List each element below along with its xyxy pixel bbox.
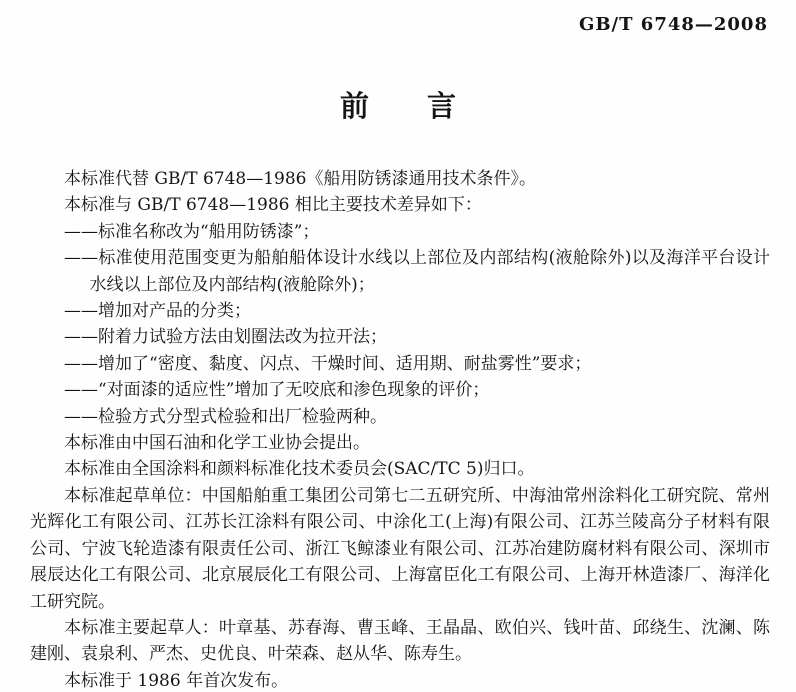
paragraph-proposed-by: 本标准由中国石油和化学工业协会提出。 xyxy=(64,433,370,454)
paragraph-under-jurisdiction: 本标准由全国涂料和颜料标准化技术委员会(SAC/TC 5)归口。 xyxy=(64,459,535,480)
change-item-name: ——标准名称改为“船用防锈漆”； xyxy=(64,221,320,242)
paragraph-main-drafters: 本标准主要起草人：叶章基、苏春海、曹玉峰、王晶晶、欧伯兴、钱叶苗、邱绕生、沈澜、陈建刚、袁泉利、严杰、史优良、叶荣森、赵从华、陈寿生。 xyxy=(30,617,770,665)
change-item-classification: ——增加对产品的分类； xyxy=(64,301,251,322)
change-item-adhesion-test: ——附着力试验方法由划圈法改为拉开法； xyxy=(64,327,387,348)
title-char-yan: 言 xyxy=(427,89,457,123)
paragraph-first-published: 本标准于 1986 年首次发布。 xyxy=(64,670,289,691)
foreword-body xyxy=(30,166,770,692)
change-item-inspection-types: ——检验方式分型式检验和出厂检验两种。 xyxy=(64,406,387,427)
page-title xyxy=(0,88,796,124)
change-item-topcoat-compatibility: ——“对面漆的适应性”增加了无咬底和渗色现象的评价； xyxy=(64,380,490,401)
paragraph-replaces-standard: 本标准代替 GB/T 6748—1986《船用防锈漆通用技术条件》。 xyxy=(64,169,536,189)
paragraph-differences-intro: 本标准与 GB/T 6748—1986 相比主要技术差异如下： xyxy=(64,195,482,216)
title-char-qian: 前 xyxy=(339,89,369,123)
doc-number: GB/T 6748—2008 xyxy=(578,14,768,35)
change-item-requirements: ——增加了“密度、黏度、闪点、干燥时间、适用期、耐盐雾性”要求； xyxy=(64,353,592,374)
paragraph-drafting-organizations: 本标准起草单位：中国船舶重工集团公司第七二五研究所、中海油常州涂料化工研究院、常州光辉化工有限公司、江苏长江涂料有限公司、中涂化工(上海)有限公司、江苏兰陵高分子材料有限公司、宁波飞轮造漆有限责任公司、浙江飞鲸漆业有限公司、江苏冶建防腐材料有限公司、深圳市展辰达化工有限公司、北京展辰化工有限公司、上海富臣化工有限公司、上海开林造漆厂、海洋化工研究院。 xyxy=(30,485,770,612)
change-item-scope: ——标准使用范围变更为船舶船体设计水线以上部位及内部结构(液舱除外)以及海洋平台设计水线以上部位及内部结构(液舱除外)； xyxy=(64,248,770,295)
